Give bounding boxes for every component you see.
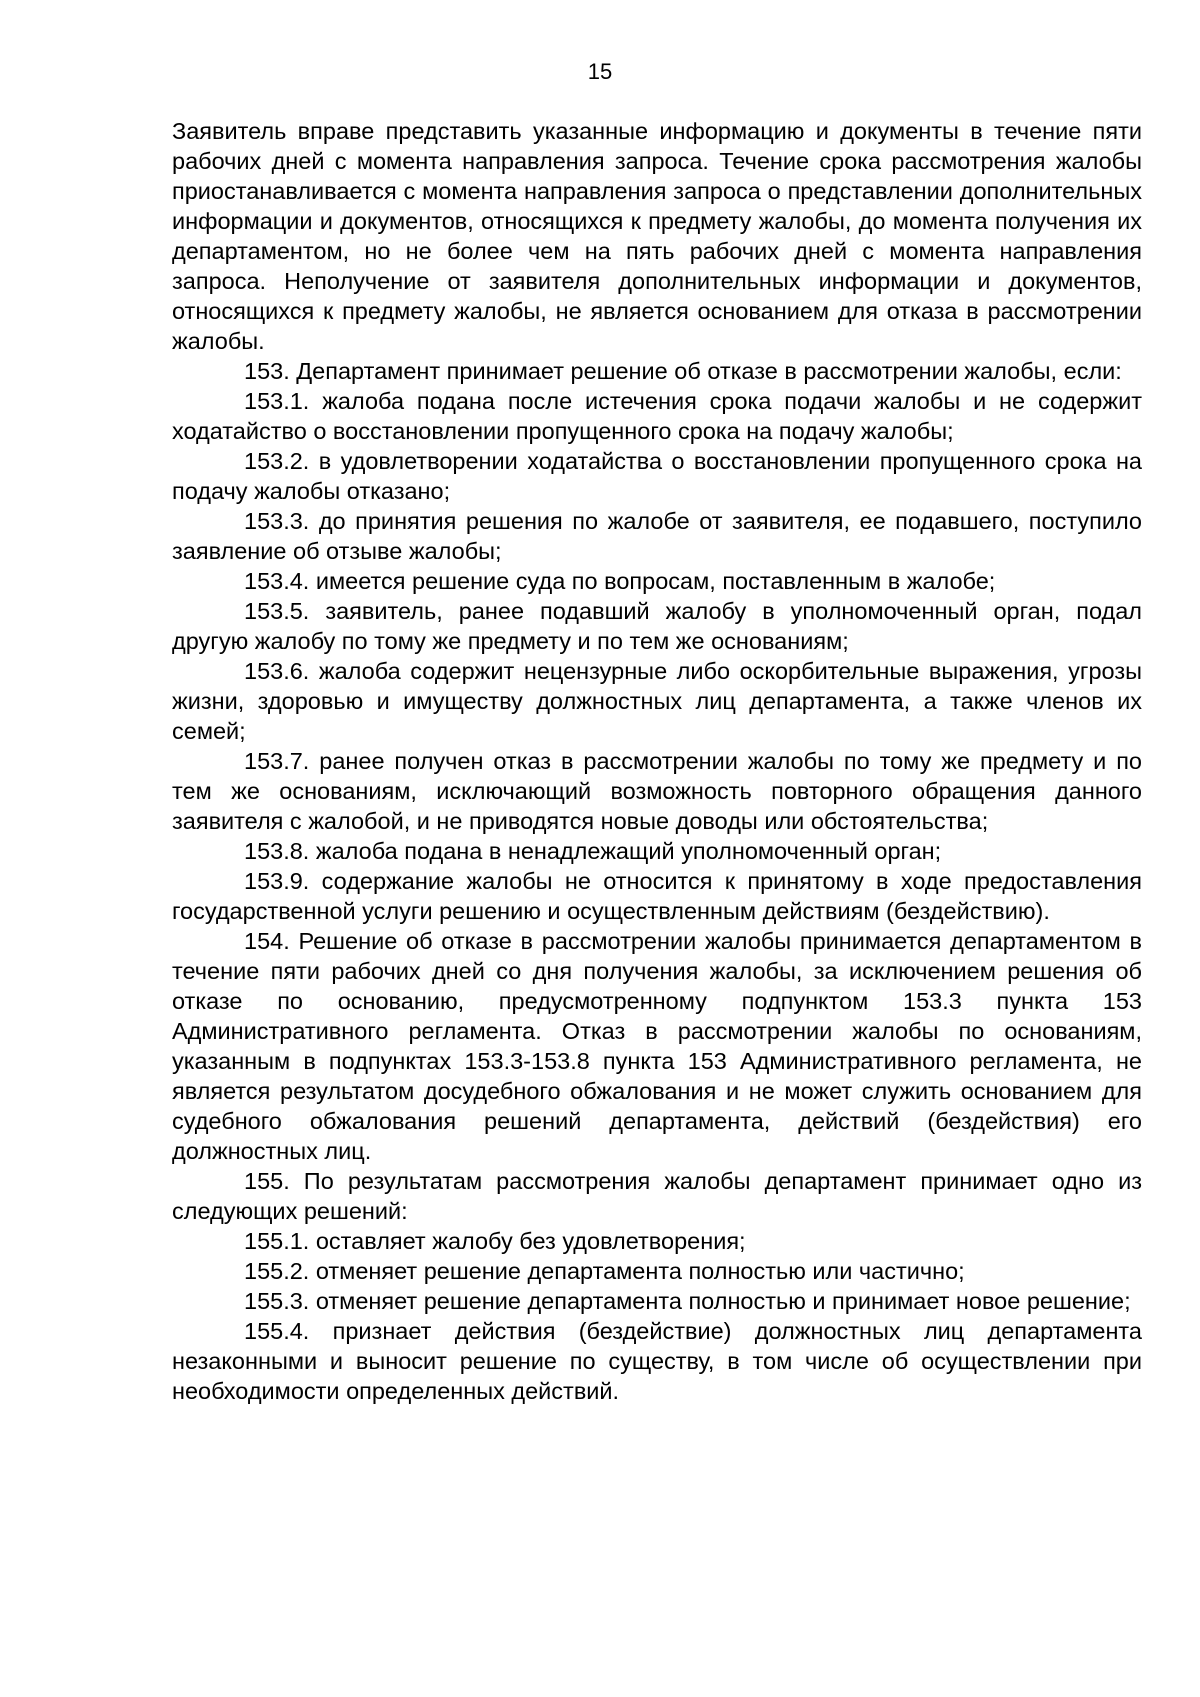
paragraph-155-1: 155.1. оставляет жалобу без удовлетворения;: [244, 1228, 746, 1254]
paragraph-155-4: 155.4. признает действия (бездействие) должностных лиц департамента незаконными и выносит решение по существу, в том числе об осуществлении при необходимости определенных действий.: [172, 1318, 1142, 1404]
page-number: 15: [587, 59, 613, 84]
paragraph-153-6: 153.6. жалоба содержит нецензурные либо оскорбительные выражения, угрозы жизни, здоровью и имуществу должностных лиц департамента, а также членов их семей;: [172, 658, 1142, 744]
paragraph-153-4: 153.4. имеется решение суда по вопросам, поставленным в жалобе;: [244, 568, 996, 594]
paragraph-153-9: 153.9. содержание жалобы не относится к принятому в ходе предоставления государственной услуги решению и осуществленным действиям (бездействию).: [172, 868, 1142, 924]
paragraph-154: 154. Решение об отказе в рассмотрении жалобы принимается департаментом в течение пяти рабочих дней со дня получения жалобы, за исключением решения об отказе по основанию, предусмотренному подпунктом 153.3 пункта 153 Административного регламента. Отказ в рассмотрении жалобы по основаниям, указанным в подпунктах 153.3-153.8 пункта 153 Административного регламента, не является результатом досудебного обжалования и не может служить основанием для судебного обжалования решений департамента, действий (бездействия) его должностных лиц.: [172, 928, 1142, 1164]
paragraph-155-3: 155.3. отменяет решение департамента полностью и принимает новое решение;: [244, 1288, 1131, 1314]
paragraph-153-1: 153.1. жалоба подана после истечения срока подачи жалобы и не содержит ходатайство о восстановлении пропущенного срока на подачу жалобы;: [172, 388, 1142, 444]
paragraph-153-2: 153.2. в удовлетворении ходатайства о восстановлении пропущенного срока на подачу жалобы отказано;: [172, 448, 1142, 504]
paragraph-155: 155. По результатам рассмотрения жалобы департамент принимает одно из следующих решений:: [172, 1168, 1142, 1224]
paragraph-153: 153. Департамент принимает решение об отказе в рассмотрении жалобы, если:: [244, 358, 1122, 384]
paragraph-153-8: 153.8. жалоба подана в ненадлежащий уполномоченный орган;: [244, 838, 942, 864]
document-body: [172, 116, 1142, 1406]
paragraph-153-7: 153.7. ранее получен отказ в рассмотрении жалобы по тому же предмету и по тем же основаниям, исключающий возможность повторного обращения данного заявителя с жалобой, и не приводятся новые доводы или обстоятельства;: [172, 748, 1142, 834]
paragraph-applicant-rights: Заявитель вправе представить указанные информацию и документы в течение пяти рабочих дней с момента направления запроса. Течение срока рассмотрения жалобы приостанавливается с момента направления запроса о представлении дополнительных информации и документов, относящихся к предмету жалобы, до момента получения их департаментом, но не более чем на пять рабочих дней с момента направления запроса. Неполучение от заявителя дополнительных информации и документов, относящихся к предмету жалобы, не является основанием для отказа в рассмотрении жалобы.: [172, 118, 1142, 354]
paragraph-153-3: 153.3. до принятия решения по жалобе от заявителя, ее подавшего, поступило заявление об отзыве жалобы;: [172, 508, 1142, 564]
paragraph-153-5: 153.5. заявитель, ранее подавший жалобу в уполномоченный орган, подал другую жалобу по тому же предмету и по тем же основаниям;: [172, 598, 1142, 654]
paragraph-155-2: 155.2. отменяет решение департамента полностью или частично;: [244, 1258, 965, 1284]
